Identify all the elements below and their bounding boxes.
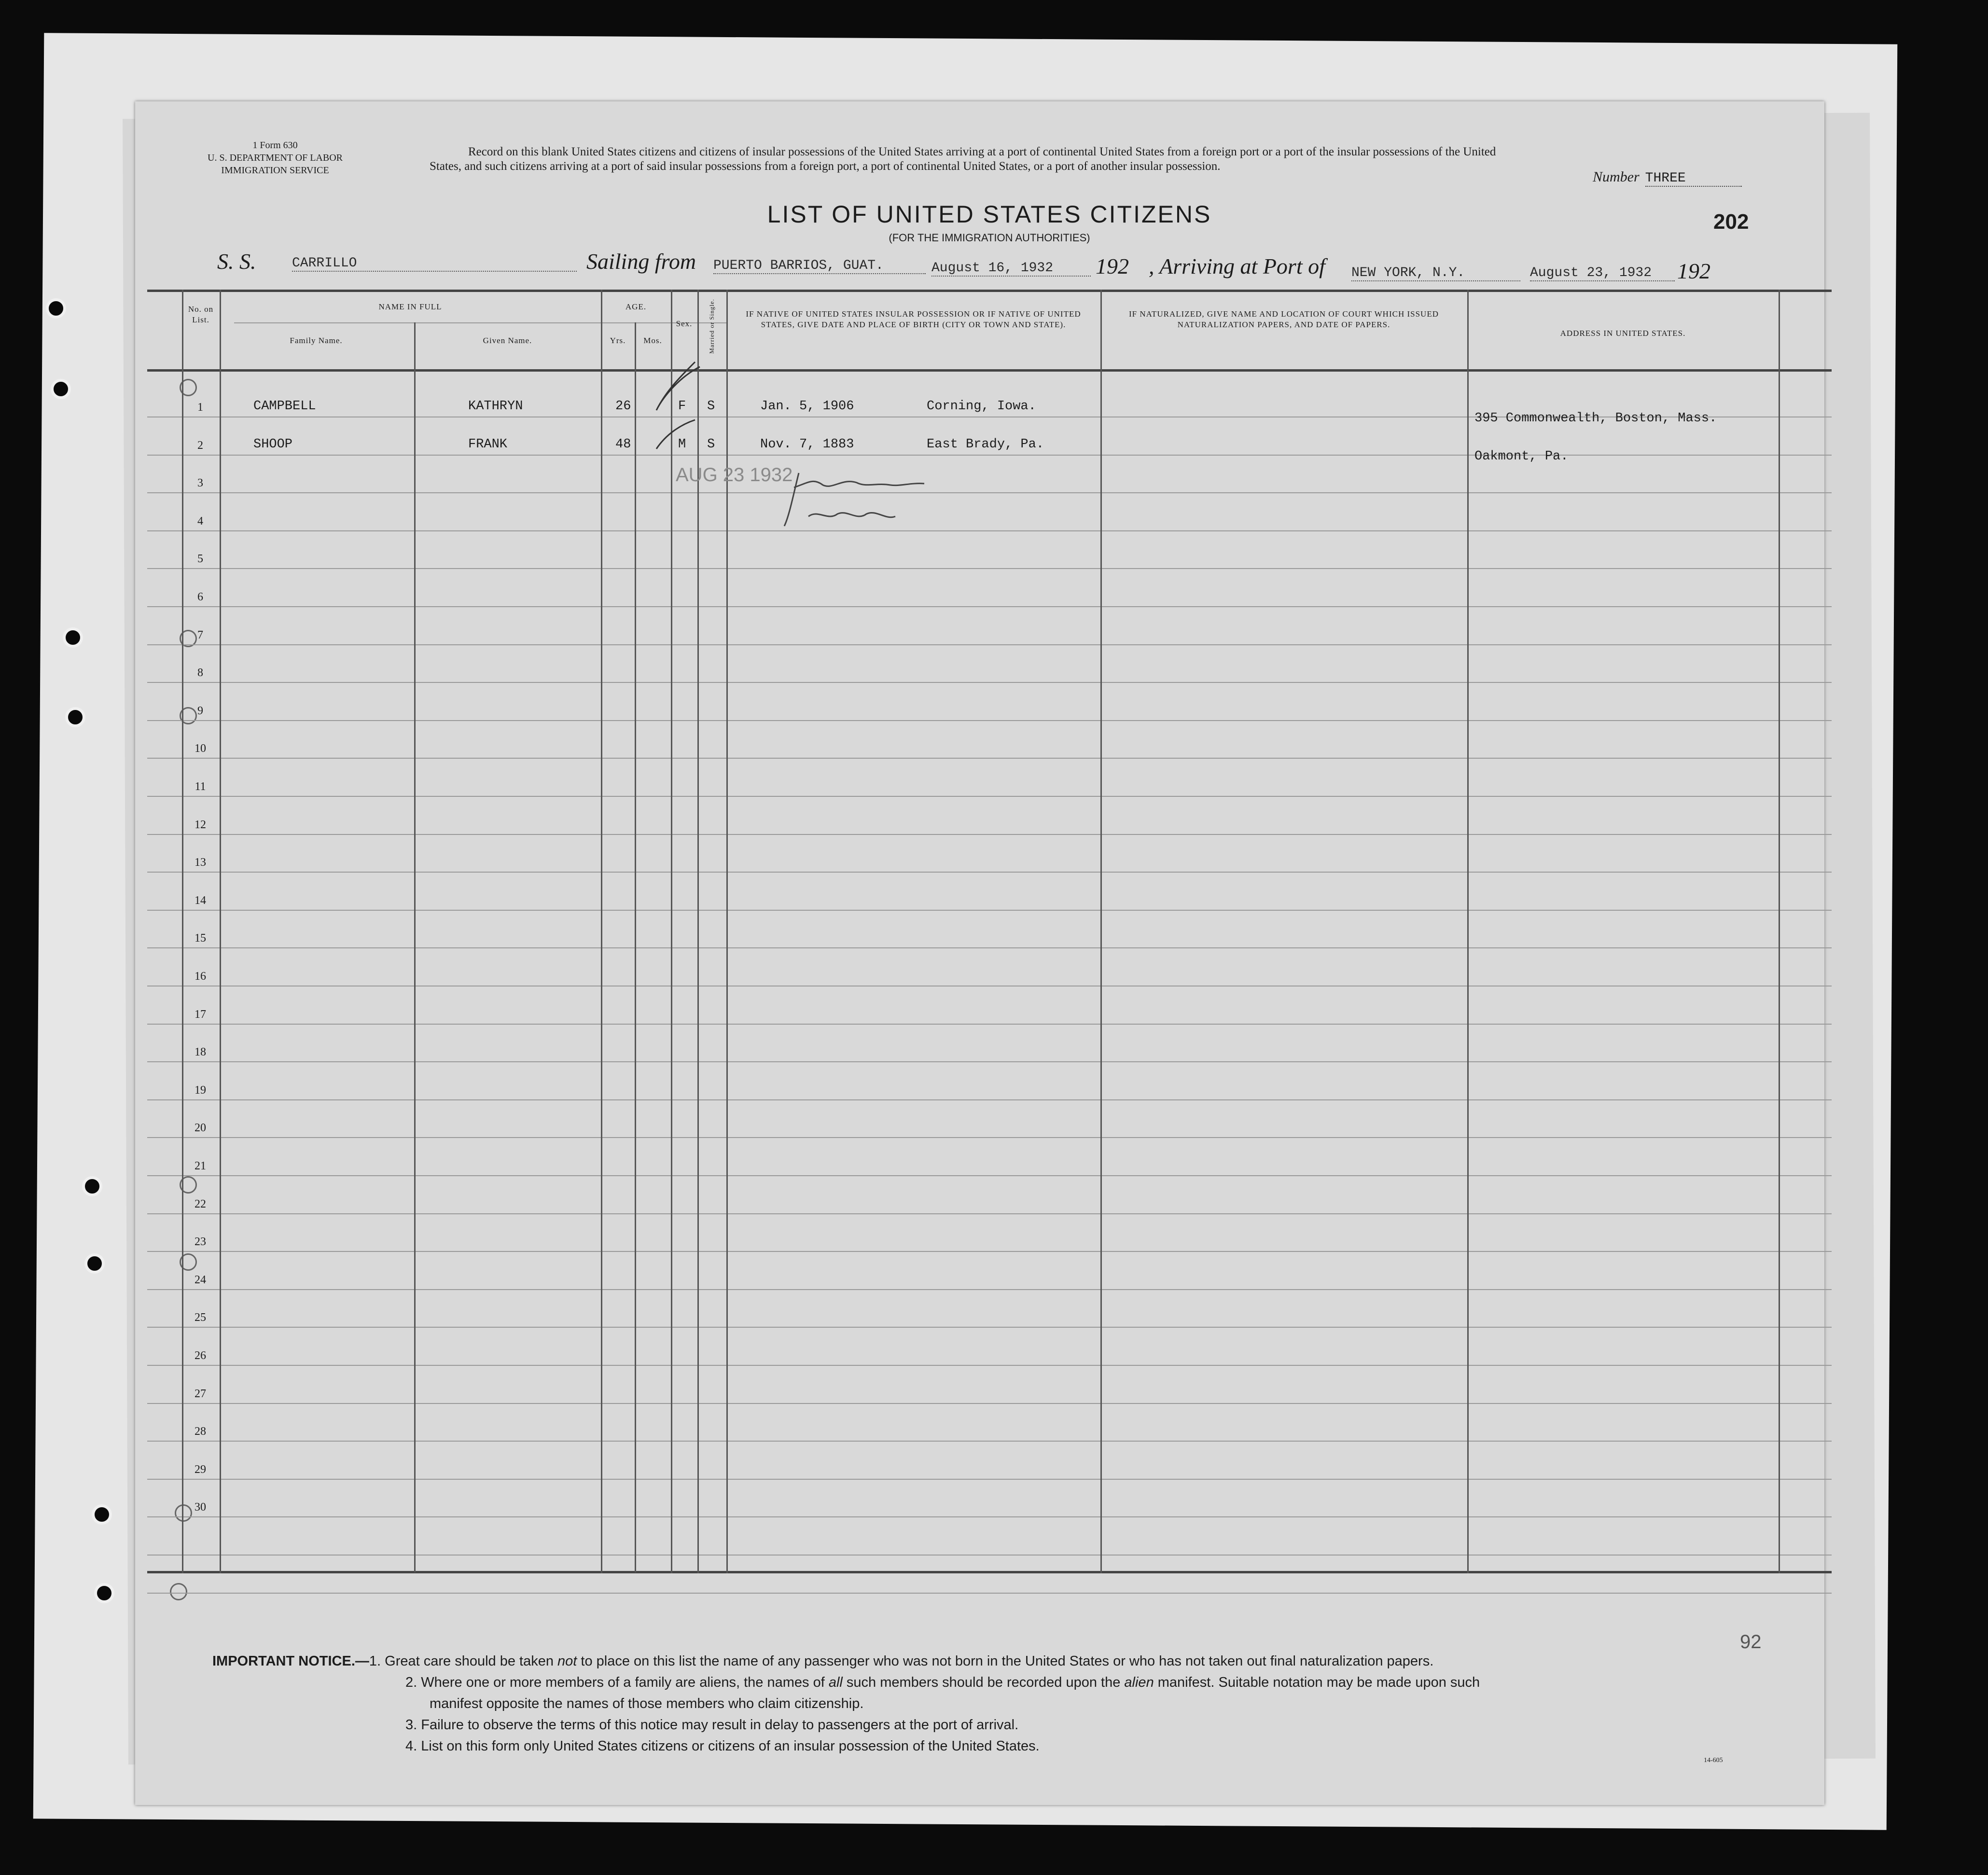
table-top-rule <box>147 290 1832 292</box>
row-rule <box>147 834 1832 835</box>
check-mark <box>647 357 705 454</box>
row-number: 24 <box>195 1273 206 1286</box>
arrival-date: August 23, 1932 <box>1530 265 1675 281</box>
table-bottom-rule <box>147 1571 1832 1573</box>
row-rule <box>147 1555 1832 1556</box>
notice-emphasis: all <box>828 1675 843 1690</box>
family-name-cell: CAMPBELL <box>253 399 316 414</box>
binder-hole <box>92 1504 112 1525</box>
header-name-in-full: NAME IN FULL <box>378 302 442 311</box>
header-age: AGE. <box>625 302 647 311</box>
important-notice <box>212 1651 1824 1757</box>
header-yrs: Yrs. <box>610 336 626 345</box>
row-rule <box>147 1327 1832 1328</box>
col-divider <box>220 290 221 1573</box>
birth-date-cell: Nov. 7, 1883 <box>760 437 854 452</box>
sailing-year-prefix: 192 <box>1096 254 1129 278</box>
punch-mark <box>170 1583 187 1600</box>
col-divider <box>414 322 416 1572</box>
row-rule <box>147 1593 1832 1594</box>
row-rule <box>147 1441 1832 1442</box>
marital-status-cell: S <box>707 399 715 414</box>
sailing-date: August 16, 1932 <box>931 261 1091 277</box>
notice-heading: IMPORTANT NOTICE.— <box>212 1653 369 1669</box>
row-number: 26 <box>195 1349 206 1362</box>
row-number: 17 <box>195 1008 206 1021</box>
row-rule <box>147 1137 1832 1138</box>
page-title: LIST OF UNITED STATES CITIZENS <box>767 201 1212 228</box>
col-divider <box>1779 290 1780 1573</box>
given-name-cell: KATHRYN <box>468 399 523 414</box>
row-rule <box>147 758 1832 759</box>
service: IMMIGRATION SERVICE <box>221 165 329 176</box>
row-number: 21 <box>195 1160 206 1172</box>
row-rule <box>147 1024 1832 1025</box>
number-field <box>1593 169 1742 187</box>
ss-label: S. S. <box>217 249 256 274</box>
age-years-cell: 26 <box>615 399 631 414</box>
col-divider <box>635 322 636 1572</box>
binder-hole <box>65 707 85 727</box>
notice-item-3: 3. Failure to observe the terms of this notice may result in delay to passengers at the port of arrival. <box>405 1717 1019 1733</box>
header-address: ADDRESS IN UNITED STATES. <box>1560 329 1686 338</box>
row-number: 11 <box>195 780 206 793</box>
row-number: 3 <box>197 477 203 490</box>
header-naturalized: IF NATURALIZED, GIVE NAME AND LOCATION OF COURT WHICH ISSUED NATURALIZATION PAPERS, AND DATE OF PAPERS. <box>1128 309 1439 329</box>
department: U. S. DEPARTMENT OF LABOR <box>208 153 343 163</box>
row-rule <box>147 530 1832 531</box>
header-married-single: Married or Single. <box>708 299 715 354</box>
row-rule <box>147 644 1832 645</box>
header-given-name: Given Name. <box>483 336 532 345</box>
age-years-cell: 48 <box>615 437 631 452</box>
row-number: 18 <box>195 1046 206 1059</box>
binder-hole <box>94 1583 114 1603</box>
given-name-cell: FRANK <box>468 437 508 452</box>
arrival-port: NEW YORK, N.Y. <box>1351 265 1520 281</box>
passenger-table <box>147 290 1832 1583</box>
birth-place-cell: East Brady, Pa. <box>927 437 1044 452</box>
header-bottom-rule <box>147 369 1832 372</box>
row-rule <box>147 796 1832 797</box>
row-rule <box>147 1213 1832 1214</box>
binder-hole <box>84 1253 105 1274</box>
row-rule <box>147 1479 1832 1480</box>
row-rule <box>147 1175 1832 1176</box>
binder-hole <box>63 627 83 648</box>
row-number: 12 <box>195 818 206 831</box>
row-number: 7 <box>197 628 203 641</box>
row-number: 6 <box>197 591 203 603</box>
notice-text: 1. Great care should be taken <box>369 1653 558 1669</box>
form-identifier <box>188 139 362 177</box>
address-cell: 395 Commonwealth, Boston, Mass. <box>1474 411 1717 426</box>
header-sub-rule <box>234 322 726 323</box>
row-number: 20 <box>195 1122 206 1135</box>
header-native-birth: IF NATIVE OF UNITED STATES INSULAR POSSESSION OR IF NATIVE OF UNITED STATES, GIVE DATE AND PLACE OF BIRTH (CITY OR TOWN AND STATE). <box>746 309 1081 329</box>
row-number: 22 <box>195 1197 206 1210</box>
handwritten-signature <box>779 463 934 536</box>
binder-hole <box>82 1176 102 1196</box>
row-rule <box>147 872 1832 873</box>
col-divider <box>671 290 672 1573</box>
notice-item-4: 4. List on this form only United States citizens or citizens of an insular possession of the United States. <box>405 1738 1040 1754</box>
row-rule <box>147 1289 1832 1290</box>
row-number: 5 <box>197 553 203 566</box>
row-rule <box>147 1516 1832 1517</box>
notice-emphasis: alien <box>1124 1675 1154 1690</box>
address-cell: Oakmont, Pa. <box>1474 449 1569 464</box>
binder-hole <box>51 379 71 399</box>
row-number: 29 <box>195 1463 206 1476</box>
arrival-year-prefix: 192 <box>1677 259 1710 283</box>
row-number: 13 <box>195 856 206 869</box>
row-number: 9 <box>197 704 203 717</box>
header-no-on-list: No. on List. <box>188 305 214 324</box>
notice-item-2-cont: manifest opposite the names of those members who claim citizenship. <box>430 1696 864 1711</box>
col-divider <box>1467 290 1469 1573</box>
row-number: 14 <box>195 894 206 907</box>
row-number: 27 <box>195 1387 206 1400</box>
row-number: 16 <box>195 970 206 983</box>
row-number: 28 <box>195 1425 206 1438</box>
notice-text: to place on this list the name of any passenger who was not born in the United States or who has not taken out final naturalization papers. <box>577 1653 1434 1669</box>
form-number: 1 Form 630 <box>252 140 298 151</box>
number-label: Number <box>1593 169 1640 185</box>
birth-date-cell: Jan. 5, 1906 <box>760 399 854 414</box>
row-rule <box>147 1403 1832 1404</box>
row-rule <box>147 455 1832 456</box>
row-number: 23 <box>195 1236 206 1249</box>
number-value: THREE <box>1645 171 1742 187</box>
notice-emphasis: not <box>557 1653 577 1669</box>
sailing-port: PUERTO BARRIOS, GUAT. <box>713 258 926 274</box>
col-divider <box>182 290 183 1573</box>
notice-item-2 <box>212 1672 1824 1693</box>
notice-text: such members should be recorded upon the <box>842 1675 1125 1690</box>
row-rule <box>147 1061 1832 1062</box>
instructions-text: Record on this blank United States citizens and citizens of insular possessions of the United States arriving at a port of continental United States from a foreign port or a port of the insular possessions of the United States, and such citizens arriving at a port of said insular possessions from a foreign port, a port of continental United States, or a port of another insular possession. <box>430 145 1496 173</box>
row-rule <box>147 606 1832 607</box>
row-number: 19 <box>195 1083 206 1097</box>
notice-text: manifest. Suitable notation may be made upon such <box>1154 1675 1480 1690</box>
notice-text: 2. Where one or more members of a family are aliens, the names of <box>405 1675 829 1690</box>
row-rule <box>147 568 1832 569</box>
page-number: 202 <box>1713 210 1749 234</box>
sheet-mark: 92 <box>1740 1631 1762 1653</box>
row-number: 8 <box>197 667 203 680</box>
row-number: 10 <box>195 742 206 755</box>
row-number: 15 <box>195 932 206 945</box>
page-subtitle: (FOR THE IMMIGRATION AUTHORITIES) <box>889 232 1090 244</box>
row-number: 2 <box>197 439 203 452</box>
sex-cell: F <box>678 399 686 414</box>
col-divider <box>1100 290 1102 1573</box>
notice-item-1 <box>212 1651 1824 1672</box>
row-rule <box>147 947 1832 948</box>
header-family-name: Family Name. <box>290 336 343 345</box>
row-rule <box>147 1365 1832 1366</box>
row-rule <box>147 1099 1832 1100</box>
ship-name: CARRILLO <box>292 256 577 272</box>
col-divider <box>601 290 602 1573</box>
marital-status-cell: S <box>707 437 715 452</box>
header-sex: Sex. <box>676 319 693 328</box>
row-rule <box>147 910 1832 911</box>
row-rule <box>147 492 1832 493</box>
sailing-label: Sailing from <box>586 249 696 274</box>
sex-cell: M <box>678 437 686 452</box>
row-number: 25 <box>195 1311 206 1324</box>
row-number: 1 <box>197 401 203 414</box>
row-rule <box>147 720 1832 721</box>
header-mos: Mos. <box>643 336 662 345</box>
row-number: 4 <box>197 514 203 528</box>
family-name-cell: SHOOP <box>253 437 293 452</box>
arriving-label: , Arriving at Port of <box>1149 254 1325 278</box>
birth-place-cell: Corning, Iowa. <box>927 399 1036 414</box>
form-code: 14-605 <box>1704 1757 1723 1764</box>
arrival-stamp: AUG 23 1932 <box>676 464 793 486</box>
row-rule <box>147 1251 1832 1252</box>
row-rule <box>147 682 1832 683</box>
row-number: 30 <box>195 1501 206 1514</box>
binder-hole <box>46 298 66 319</box>
